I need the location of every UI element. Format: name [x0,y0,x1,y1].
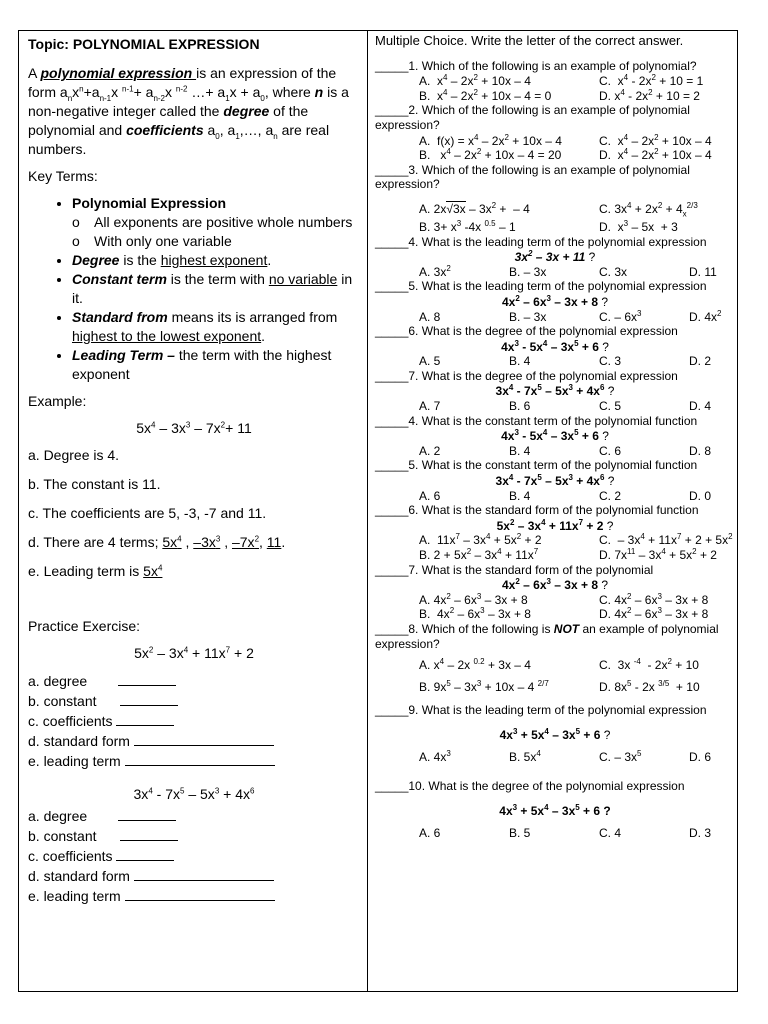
quiz-column [375,34,735,841]
key-term-leading: • Leading Term – the term with the highest exponent [72,346,360,384]
key-term-standard: • Standard from means its is arranged from highest to the lowest exponent. [72,308,360,346]
question-2: _____2. Which of the following is an example of polynomial expression? [375,103,690,132]
question-10-expression: $5x^2 - 3x^4 + 11x^7 + 2$ ? [496,517,614,533]
question-10: _____6. What is the standard form of the polynomial function [375,503,699,518]
question-1: _____1. Which of the following is an example of polynomial? [375,58,697,73]
question-3: _____3. Which of the following is an example of polynomial expression? [375,162,690,192]
question-6-expression: $4x^3 - 5x^4 - 3x^5 + 6$ ? [501,338,609,354]
example-d: d. There are 4 terms; $5x^4$ , $-3x^3$ , $-7x^2$, 11. [28,534,286,550]
question-5: _____5. What is the leading term of the polynomial expression [375,279,707,294]
question-8-choices: A. 2 B. 4 C. 6 D. 8 [419,443,712,458]
example-label: Example: [28,393,87,409]
example-e: e. Leading term is $5x^4$ [28,563,163,579]
practice-form-2: a. degree b. constant c. coefficients d. standard form e. leading term [28,806,360,906]
definition: A polynomial expression is an expression of the form $a_nx^n+a_{n-1}x$ $^{n-1}+ a_{n-2}x$ $^{n-2}$ …+ $a_1x + a_0$, where n is a non-negative integer called the degree of the polynomial and coefficients $a_0$, $a_1,\dots$, $a_n$ are real numbers. [28,65,349,157]
question-13: _____9. What is the leading term of the polynomial expression [375,703,707,718]
key-term-constant: • Constant term is the term with no variable in it. [72,270,360,308]
practice-label: Practice Exercise: [28,618,141,634]
question-4-choices: A. $3x^2$ B. – 3x C. 3x D. 11 [419,263,717,279]
question-10-choices: A. $11x^7 - 3x^4 + 5x^2 + 2$ C. – $3x^4 + 11x^7 + 2 + 5x^2$ B. $2 + 5x^2 - 3x^4 + 11x^7$ D. $7x^{11} - 3x^4 + 5x^2 + 2$ [419,532,733,562]
question-13-expression: $4x^3 + 5x^4 - 3x^5 + 6$ ? [499,726,611,742]
example-b: b. The constant is 11. [28,476,161,492]
key-term-degree: • Degree is the highest exponent. [72,251,360,270]
question-14: _____10. What is the degree of the polynomial expression [375,778,685,793]
topic-title: Topic: POLYNOMIAL EXPRESSION [28,36,260,52]
question-14-choices: A. 6 B. 5 C. 4 D. 3 [419,826,712,841]
example-a: a. Degree is 4. [28,447,120,463]
lesson-column [28,35,360,906]
practice-expression-1: $5x^2 - 3x^4 + 11x^7 + 2$ [134,645,254,661]
key-term-polynomial: • Polynomial Expression o All exponents are positive whole numbers o With only one variable [72,194,360,251]
question-3-choices: A. $2x√3x - 3x^2$ + – 4 C. $3x^4 + 2x^2 + 4_x^{2/3}$ B. $3+ x^3$ -4x $^{0.5}$ – 1 D. $x^3 - 5x + 3$ [419,200,698,234]
question-4-expression: $3x^2 - 3x + 11$ ? [514,249,596,265]
question-5-choices: A. 8 B. – 3x C. – $6x^3$ D. $4x^2$ [419,308,722,324]
question-8: _____4. What is the constant term of the polynomial function [375,413,698,428]
question-9: _____5. What is the constant term of the polynomial function [375,458,698,473]
question-7-expression: $3x^4 - 7x^5 - 5x^3 + 4x^6$ ? [495,383,615,399]
question-12: _____8. Which of the following is NOT an example of polynomial expression? [375,621,719,651]
question-11: _____7. What is the standard form of the polynomial [375,562,654,577]
question-4: _____4. What is the leading term of the polynomial expression [375,234,707,249]
question-8-expression: $4x^3 - 5x^4 - 3x^5 + 6$ ? [501,428,609,444]
question-12-choices: A. $x^4 - 2x$ $^{0.2}$ + 3x – 4 C. 3x $^{-4} - 2x^2 + 10$ B. $9x^5 - 3x^3 + 10x - 4$ $^{2/7}$ D. $8x^5 - 2x$ $^{3/5}$ + 10 [419,657,700,695]
key-terms-label: Key Terms: [28,168,98,184]
question-9-expression: $3x^4 - 7x^5 - 5x^3 + 4x^6$ ? [495,473,615,489]
question-6: _____6. What is the degree of the polynomial expression [375,324,678,339]
question-7: _____7. What is the degree of the polynomial expression [375,368,678,383]
question-11-choices: A. $4x^2 - 6x^3 - 3x + 8$ C. $4x^2 - 6x^3 - 3x + 8$ B. $4x^2 - 6x^3 - 3x + 8$ D. $4x^2 - 6x^3 - 3x + 8$ [419,591,709,622]
practice-form-1: a. degree b. constant c. coefficients d. standard form e. leading term [28,671,360,771]
quiz-instruction: Multiple Choice. Write the letter of the correct answer. [375,33,684,48]
question-7-choices: A. 7 B. 6 C. 5 D. 4 [419,399,712,414]
question-14-expression: $4x^3 + 5x^4 - 3x^5 + 6$ ? [499,802,611,818]
practice-expression-2: $3x^4 - 7x^5 - 5x^3 + 4x^6$ [133,786,255,802]
question-1-choices: A. $x^4 - 2x^2 + 10x - 4$ C. $x^4 - 2x^2 + 10 = 1$ B. $x^4 - 2x^2 + 10x - 4 = 0$ D. $x^4 - 2x^2 + 10 = 2$ [419,73,704,103]
question-6-choices: A. 5 B. 4 C. 3 D. 2 [419,354,712,369]
column-divider [367,31,368,991]
question-11-expression: $4x^2 - 6x^3 - 3x + 8$ ? [501,577,609,593]
key-subterm-variable: o With only one variable [94,232,360,251]
worksheet [18,30,738,992]
question-13-choices: A. $4x^3$ B. $5x^4$ C. – $3x^5$ D. 6 [419,749,712,765]
example-c: c. The coefficients are 5, -3, -7 and 11. [28,505,267,521]
key-terms-list [28,194,360,384]
key-subterm-exponents: o All exponents are positive whole numbers [94,213,360,232]
example-expression: $5x^4 - 3x^3 - 7x^2+ 11$ [136,420,252,436]
question-9-choices: A. 6 B. 4 C. 2 D. 0 [419,488,712,503]
question-2-choices: A. $f(x) = x^4 - 2x^2 + 10x - 4$ C. $x^4 - 2x^2 + 10x - 4$ B. $x^4 - 2x^2 + 10x - 4 = 20$ D. $x^4 - 2x^2 + 10x - 4$ [419,132,712,163]
question-5-expression: $4x^2 - 6x^3 - 3x + 8$ ? [501,293,609,309]
